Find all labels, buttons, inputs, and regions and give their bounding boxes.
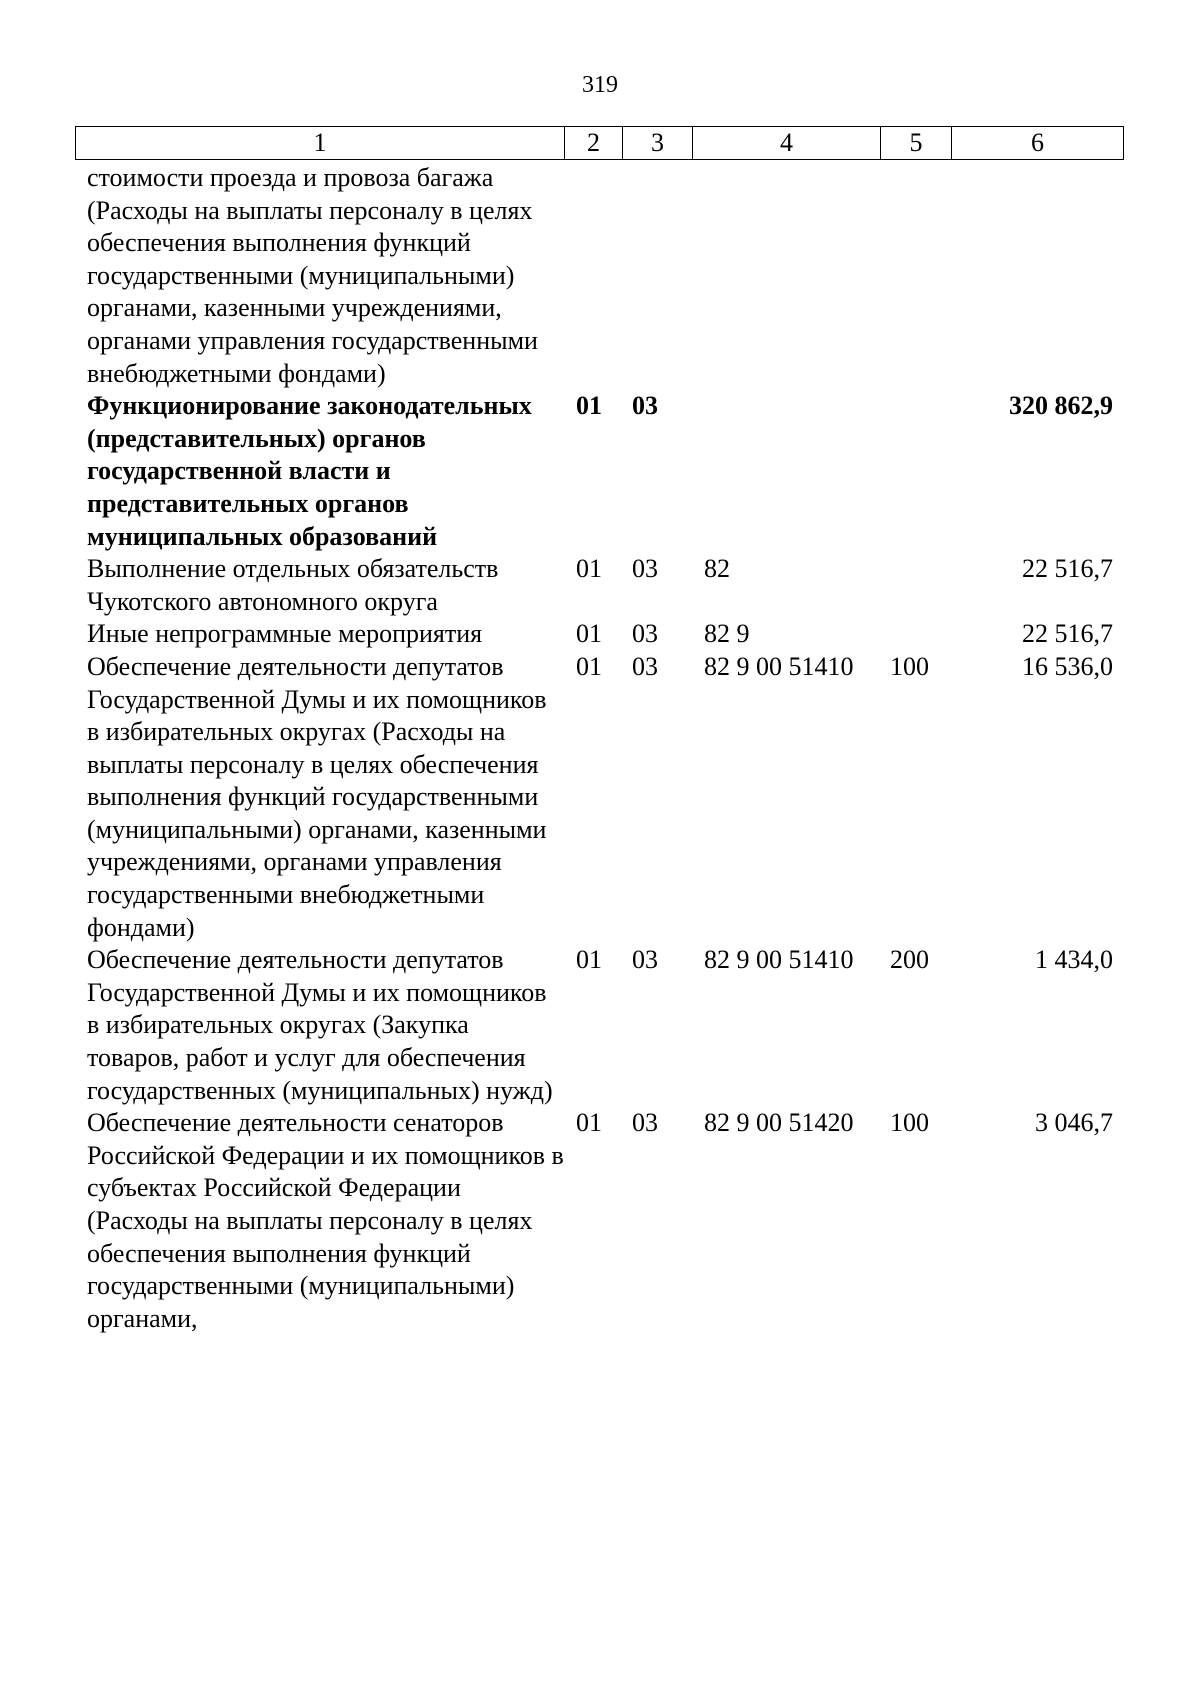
row-section-code: 01 [576, 619, 602, 649]
row-name: стоимости проезда и провоза багажа (Расходы на выплаты персоналу в целях обеспечения выполнения функций государственными (муниципальными) органами, казенными учреждениями, органами управления государственными внебюджетными фондами) [87, 163, 538, 388]
row-name: Обеспечение деятельности депутатов Государственной Думы и их помощников в избирательных округах (Закупка товаров, работ и услуг для обеспечения государственных (муниципальных) нужд) [87, 945, 553, 1105]
row-subsection-code: 03 [632, 391, 658, 421]
column-header-table [75, 126, 1124, 160]
row-subsection-code: 03 [632, 619, 658, 649]
column-header-3: 3 [623, 127, 693, 160]
row-expense-type-code: 100 [890, 1108, 929, 1138]
row-name: Обеспечение деятельности депутатов Государственной Думы и их помощников в избирательных округах (Расходы на выплаты персоналу в целях обеспечения выполнения функций государственными (муниципальными) органами, казенными учреждениями, органами управления государственными внебюджетными фондами) [87, 651, 547, 942]
table-row [75, 1107, 1123, 1335]
column-header-row [76, 127, 1124, 160]
row-section-code: 01 [576, 391, 602, 421]
row-amount [951, 162, 1123, 390]
column-header-2: 2 [565, 127, 623, 160]
row-section-code [564, 162, 622, 390]
row-expense-type-code [880, 390, 951, 553]
page-number: 319 [582, 72, 618, 98]
row-subsection-code: 03 [632, 554, 658, 584]
row-amount: 22 516,7 [1022, 619, 1113, 649]
row-name: Обеспечение деятельности сенаторов Российской Федерации и их помощников в субъектах Российской Федерации (Расходы на выплаты персоналу в целях обеспечения выполнения функций государственными (муниципальными) органами, [87, 1108, 564, 1333]
column-header-6: 6 [952, 127, 1124, 160]
table-row [75, 553, 1123, 618]
row-section-code: 01 [576, 651, 602, 681]
table-row [75, 390, 1123, 553]
row-name: Иные непрограммные мероприятия [87, 619, 483, 649]
budget-table-body [75, 162, 1123, 1335]
row-subsection-code: 03 [632, 945, 658, 975]
row-subsection-code: 03 [632, 651, 658, 681]
table-row [75, 162, 1123, 390]
row-amount: 3 046,7 [1035, 1108, 1113, 1138]
column-header-4: 4 [693, 127, 881, 160]
table-row [75, 651, 1123, 944]
row-subsection-code: 03 [632, 1108, 658, 1138]
row-subsection-code [622, 162, 692, 390]
row-target-code: 82 9 [704, 619, 750, 649]
row-target-code: 82 9 00 51410 [704, 945, 854, 975]
row-expense-type-code [880, 162, 951, 390]
row-expense-type-code [880, 553, 951, 618]
row-amount: 1 434,0 [1035, 945, 1113, 975]
table-row [75, 618, 1123, 651]
row-expense-type-code [880, 618, 951, 651]
row-expense-type-code: 200 [890, 945, 929, 975]
row-name: Функционирование законодательных (представительных) органов государственной власти и представительных органов муниципальных образований [87, 391, 532, 551]
row-target-code: 82 9 00 51420 [704, 1108, 854, 1138]
table-row [75, 944, 1123, 1107]
column-header-1: 1 [76, 127, 565, 160]
row-target-code: 82 [704, 554, 730, 584]
row-name: Выполнение отдельных обязательств Чукотского автономного округа [87, 554, 499, 616]
row-amount: 16 536,0 [1022, 651, 1113, 681]
row-target-code [692, 162, 880, 390]
row-target-code: 82 9 00 51410 [704, 651, 854, 681]
row-section-code: 01 [576, 554, 602, 584]
row-section-code: 01 [576, 945, 602, 975]
budget-table [75, 162, 1123, 1335]
column-header-5: 5 [881, 127, 952, 160]
row-expense-type-code: 100 [890, 651, 929, 681]
row-target-code [692, 390, 880, 553]
row-amount: 22 516,7 [1022, 554, 1113, 584]
row-amount: 320 862,9 [1009, 391, 1113, 421]
row-section-code: 01 [576, 1108, 602, 1138]
